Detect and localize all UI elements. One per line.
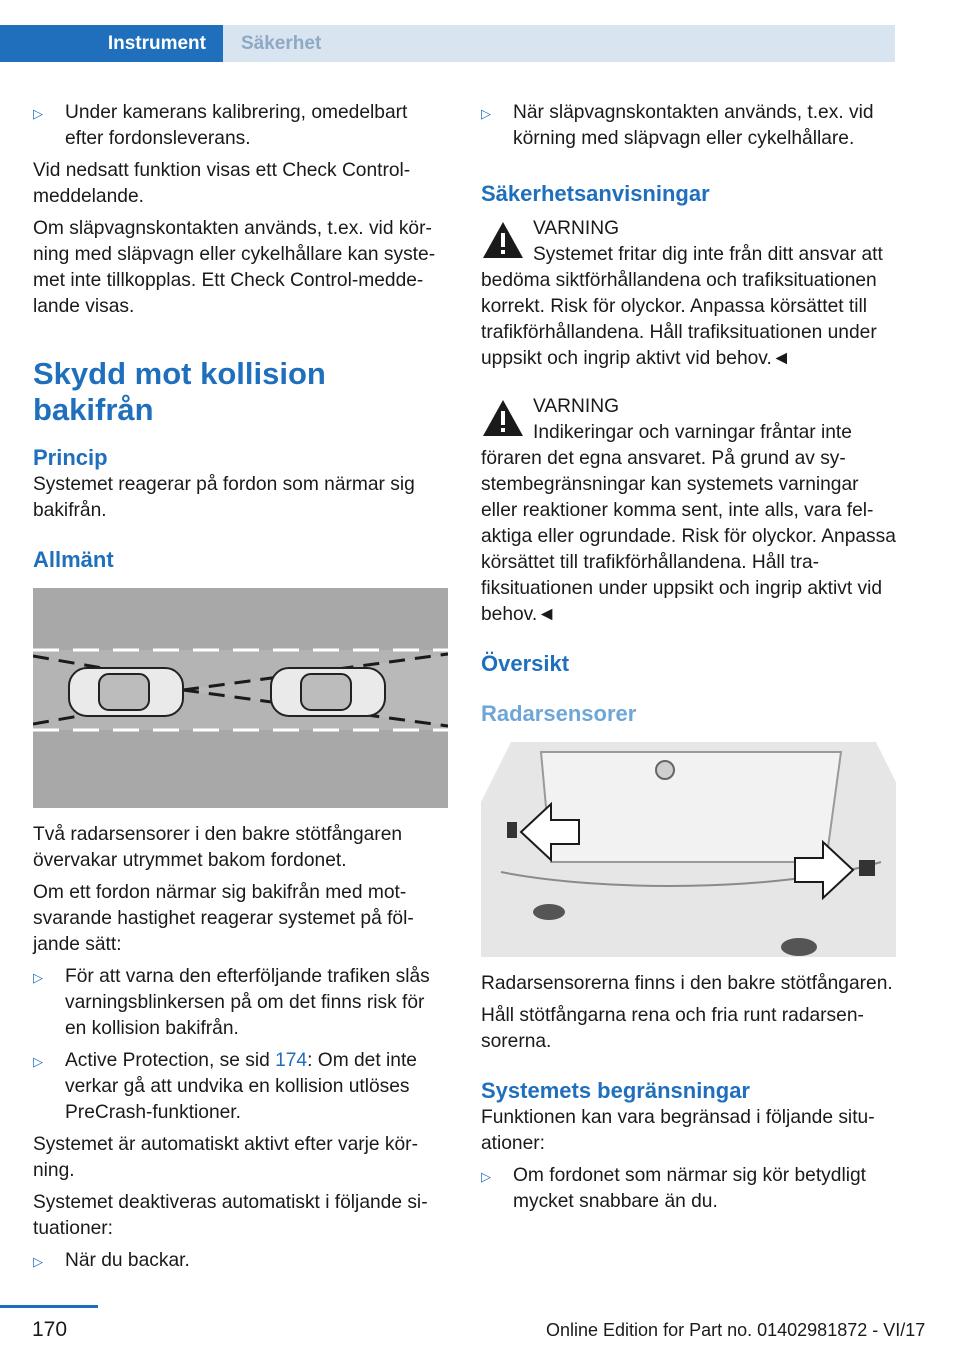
paragraph: Radarsensorerna finns i den bakre stötfångaren. (481, 973, 893, 994)
footer-rule (0, 1305, 98, 1308)
tab-sakerhet[interactable]: Säkerhet (223, 25, 895, 62)
warning-block (481, 394, 896, 628)
paragraph: Systemet är automatiskt aktivt efter varje körning. (33, 1134, 418, 1181)
triangle-right-icon: ▷ (33, 1254, 43, 1269)
heading-oversikt: Översikt (481, 651, 570, 676)
triangle-right-icon: ▷ (481, 1169, 491, 1184)
right-column (481, 100, 896, 1221)
paragraph: Vid nedsatt funktion visas ett Check Control-meddelande. (33, 160, 411, 207)
triangle-right-icon: ▷ (33, 106, 43, 121)
list-item: ▷ Under kamerans kalibrering, omedelbart efter fordonsleverans. (33, 100, 448, 152)
bumper-illustration (481, 742, 896, 957)
left-column (33, 100, 448, 1281)
bumper-illustration-svg (481, 742, 896, 957)
heading-princip: Princip (33, 445, 108, 470)
traffic-diagram (33, 588, 448, 808)
paragraph: Systemet reagerar på fordon som närmar sig bakifrån. (33, 474, 415, 521)
heading-begransningar: Systemets begränsningar (481, 1078, 750, 1103)
warning-title: VARNING (533, 396, 619, 417)
paragraph: Funktionen kan vara begränsad i följande situationer: (481, 1107, 875, 1154)
heading-radarsensorer: Radarsensorer (481, 701, 637, 726)
triangle-right-icon: ▷ (481, 106, 491, 121)
paragraph: Om ett fordon närmar sig bakifrån med motsvarande hastighet reagerar systemet på följande sätt: (33, 882, 414, 955)
traffic-diagram-svg (33, 588, 448, 808)
header-tabs (0, 0, 895, 62)
warning-triangle-icon (481, 396, 525, 440)
warning-block (481, 216, 896, 372)
paragraph: Två radarsensorer i den bakre stötfångaren övervakar utrymmet bakom fordonet. (33, 824, 403, 871)
paragraph: Håll stötfångarna rena och fria runt radarsensorerna. (481, 1005, 864, 1052)
tab-instrument[interactable]: Instrument (0, 25, 223, 62)
edition-text: Online Edition for Part no. 01402981872 - VI/17 (546, 1320, 926, 1340)
warning-text: Indikeringar och varningar fråntar inte föraren det egna ansvaret. På grund av systembegränsningar kan systemets varningar eller reaktioner komma sent, inte alls, vara felaktiga eller ogrundade. Risk för olyckor. Anpassa körsättet till trafikförhållandena. Håll trafiksituationen under uppsikt och ingrip aktivt vid behov.◄ (481, 422, 896, 625)
page-link[interactable]: 174 (275, 1050, 308, 1071)
car-front (271, 668, 385, 716)
paragraph: Om släpvagnskontakten används, t.ex. vid körning med släpvagn eller cykelhållare kan systemet inte tillkopplas. Ett Check Control-meddelande visas. (33, 218, 436, 317)
heading-allmant: Allmänt (33, 547, 114, 572)
page-number: 170 (32, 1318, 68, 1341)
warning-text: Systemet fritar dig inte från ditt ansvar att bedöma siktförhållandena och trafiksituationen korrekt. Risk för olyckor. Anpassa körsättet till trafikförhållandena. Håll trafiksituationen under uppsikt och ingrip aktivt vid behov.◄ (481, 244, 883, 369)
list-item: ▷ Om fordonet som närmar sig kör betydligt mycket snabbare än du. (481, 1163, 896, 1215)
car-rear (69, 668, 183, 716)
radar-sensor (507, 822, 517, 838)
radar-sensor (859, 860, 875, 876)
section-title: Skydd mot kollision bakifrån (33, 356, 326, 427)
list-item: ▷ När släpvagnskontakten används, t.ex. vid körning med släpvagn eller cykelhållare. (481, 100, 896, 152)
paragraph: Systemet deaktiveras automatiskt i följande situationer: (33, 1192, 428, 1239)
list-item: ▷ När du backar. (33, 1248, 448, 1275)
heading-sakerhetsanvisningar: Säkerhetsanvisningar (481, 181, 710, 206)
triangle-right-icon: ▷ (33, 1054, 43, 1069)
list-item: ▷ Active Protection, se sid 174: Om det inte verkar gå att undvika en kollision utlöses PreCrash-funktioner. (33, 1048, 448, 1126)
triangle-right-icon: ▷ (33, 970, 43, 985)
list-item: ▷ För att varna den efterföljande trafiken slås varningsblinkersen på om det finns risk för en kollision bakifrån. (33, 964, 448, 1042)
warning-title: VARNING (533, 218, 619, 239)
warning-triangle-icon (481, 218, 525, 262)
